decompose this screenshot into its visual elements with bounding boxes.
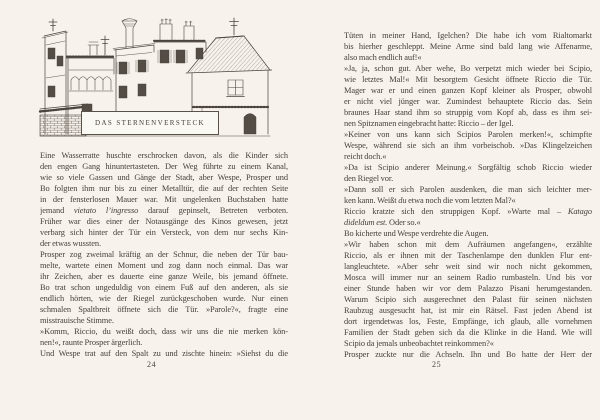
- text-line: ken kann. Weißt du etwa noch die vom letzten Mal?«: [344, 196, 516, 205]
- text-line: schmalen Spaltbreit öffnete sich die Tür. »Parole?«, fragte eine: [40, 305, 288, 314]
- text-line: Riccio kratzte sich den struppigen Kopf. »Warte mal – Katago: [344, 207, 592, 216]
- text-line: melte, wartete einen Moment und zog dann noch einmal. Das war: [40, 261, 288, 270]
- text-line: Raubzug ausgesucht hat, ist mir ein Rätsel. Fast jeden Abend ist: [344, 306, 592, 315]
- right-page-number: 25: [432, 360, 442, 369]
- text-line: »Keiner von uns kann sich Scipios Parolen merken!«, schimpfte: [344, 130, 592, 139]
- text-line: Früher war dies einer der Notausgänge des Kinos gewesen, jetzt: [40, 217, 288, 226]
- text-line: braunes Haar stand ihm so struppig vom Kopf ab, dass es ihm sei-: [344, 108, 592, 117]
- text-line: dort irgendetwas los, Feste, Empfänge, ich glaub, alle vornehmen: [344, 317, 592, 326]
- left-page-number: 24: [147, 360, 157, 369]
- text-line: einer Stunde haben wir vor dem Palazzo Pisani herumgestanden.: [344, 284, 592, 293]
- text-line: in der fensterlosen Mauer war. Mit ungelenken Buchstaben hatte: [40, 195, 288, 204]
- text-line: jemand vietato l’ingresso darauf gepinselt, Betreten verboten.: [40, 206, 288, 215]
- text-line: »Ja, ja, schon gut. Aber wehe, Bo verpetzt mich wieder bei Scipio,: [344, 64, 592, 73]
- text-line: Familien der Stadt geben sich da die Klinke in die Hand. Wie will: [344, 328, 592, 337]
- text-line: Mosca will immer nur an seinem Radio rumbasteln. Und bis vor: [344, 273, 592, 282]
- text-line: Prosper zog zweimal kräftig an der Schnur, die neben der Tür bau-: [40, 250, 288, 259]
- text-line: Mager war er und einen ganzen Kopf kleiner als Prosper, obwohl: [344, 86, 592, 95]
- right-page-text: [344, 30, 592, 360]
- text-line: er nicht viel jünger war. Zumindest behauptete Riccio das. Sein: [344, 97, 592, 106]
- chapter-caption: [81, 111, 219, 135]
- chapter-caption-label: DAS STERNENVERSTECK: [94, 119, 206, 127]
- text-line: verbarg sich hinter der Tür ein Versteck, von dem nur sechs Kin-: [40, 228, 288, 237]
- left-page-text: [40, 150, 288, 359]
- text-line: reicht doch.«: [344, 152, 387, 161]
- text-line: Tüten in meiner Hand, Igelchen? Die habe ich vom Rialtomarkt: [344, 31, 592, 40]
- text-line: Prosper zuckte nur die Achseln. Ihn und Bo hatte der Herr der: [344, 350, 592, 359]
- text-line: also mach endlich auf!«: [344, 53, 422, 62]
- text-line: Eine Wasserratte huschte erschrocken davon, als die Kinder sich: [40, 151, 288, 160]
- text-line: »Dann soll er sich Parolen ausdenken, die man sich leichter mer-: [344, 185, 592, 194]
- text-line: Bo folgten ihm nur bis zu einer Metalltür, die auf der rechten Seite: [40, 184, 288, 193]
- text-line: langleuchtete. »Aber sehr weit sind wir noch nicht gekommen,: [344, 262, 592, 271]
- text-line: Scipio da jemals unbeobachtet reinkommen?«: [344, 339, 494, 348]
- text-line: endlich hörten, wie der Riegel zurückgeschoben wurde. Nur einen: [40, 294, 288, 303]
- text-line: Bo trat schon ungeduldig von einem Fuß auf den anderen, als sie: [40, 283, 288, 292]
- text-line: bis hierher geschleppt. Meine Arme sind bald lang wie Affenarme,: [344, 42, 592, 51]
- text-line: den Riegel vor.: [344, 174, 394, 183]
- text-line: den engen Gang hinuntertasteten. Der Weg führte zu einem Kanal,: [40, 162, 288, 171]
- text-line: wie letztes Mal!« Mit besorgtem Gesicht öffnete Riccio die Tür.: [344, 75, 592, 84]
- text-line: dideldum est. Oder so.«: [344, 218, 421, 227]
- text-line: nen Spitznamen eingebracht hatte: Riccio – der Igel.: [344, 119, 514, 128]
- text-line: Und Wespe trat auf den Spalt zu und zischte hinein: »Siehst du die: [40, 349, 288, 358]
- text-line: »Komm, Riccio, du weißt doch, dass wir uns die nie merken kön-: [40, 327, 288, 336]
- text-line: misstrauische Stimme.: [40, 316, 114, 325]
- text-line: nen!«, raunte Prosper ärgerlich.: [40, 338, 143, 347]
- text-line: »Wir haben schon mit dem Aufräumen angefangen«, erzählte: [344, 240, 592, 249]
- text-line: Wespe, während sie sich an ihm vorbeischob. »Das Klingelzeichen: [344, 141, 592, 150]
- text-line: Bo kicherte und Wespe verdrehte die Augen.: [344, 229, 489, 238]
- text-line: der etwas wussten.: [40, 239, 101, 248]
- text-line: »Da ist Scipio anderer Meinung.« Sorgfältig schob Riccio wieder: [344, 163, 592, 172]
- text-line: wie so viele Gassen und Gänge der Stadt, aber Wespe, Prosper und: [40, 173, 288, 182]
- text-line: Warum Scipio sich ausgerechnet den Palast für seinen nächsten: [344, 295, 592, 304]
- text-line: Riccio, als er ihnen mit der Taschenlampe den dunklen Flur ent-: [344, 251, 592, 260]
- text-line: ihr Zeichen, aber es dauerte eine ganze Weile, bis jemand öffnete.: [40, 272, 288, 281]
